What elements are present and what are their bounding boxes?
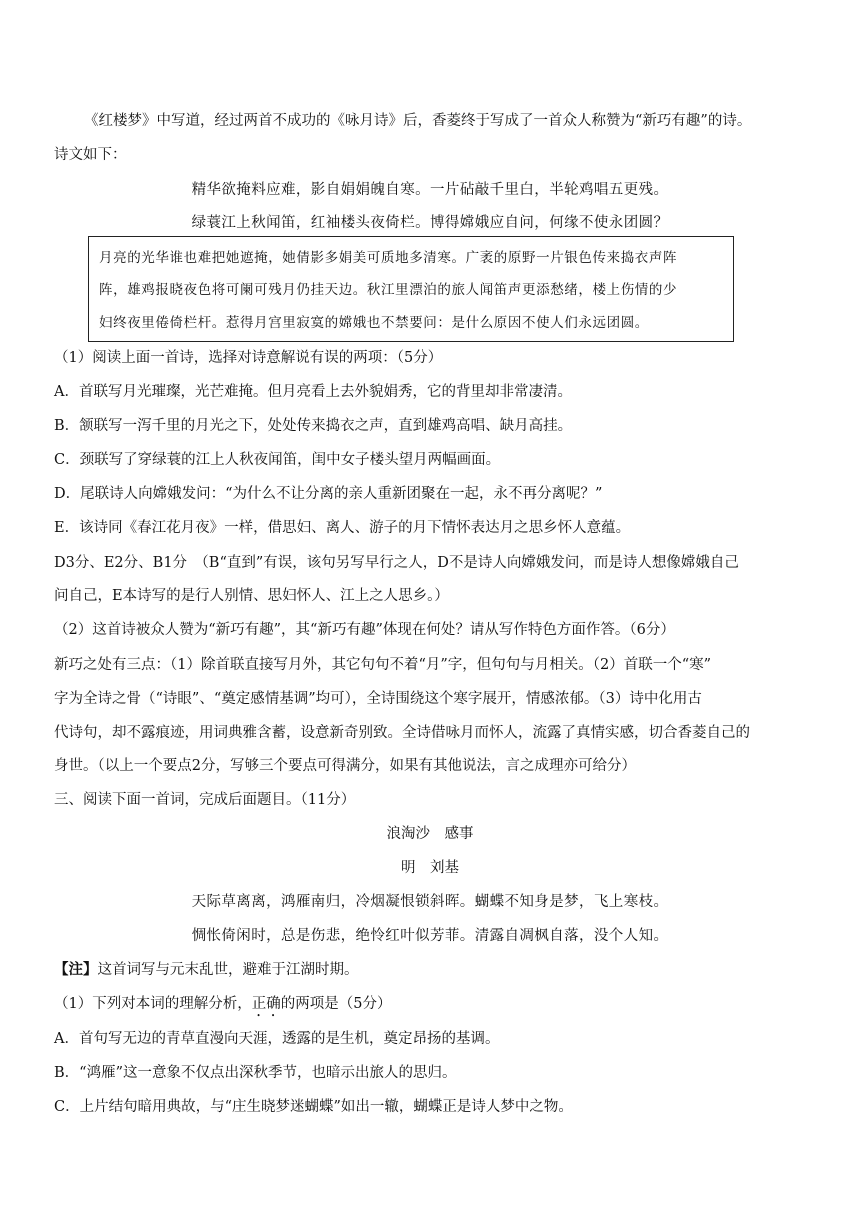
q1-option-b: B．颔联写一泻千里的月光之下，处处传来捣衣之声，直到雄鸡高唱、缺月高挂。	[54, 418, 573, 434]
section3-q1-prefix: （1）下列对本词的理解分析，	[54, 996, 252, 1012]
section3-option-b: B．“鸿雁”这一意象不仅点出深秋季节，也暗示出旅人的思归。	[54, 1065, 457, 1081]
q2-answer-line-4: 身世。（以上一个要点2分，写够三个要点可得满分，如果有其他说法，言之成理亦可给分）	[54, 758, 636, 774]
q2-prompt: （2）这首诗被众人赞为“新巧有趣”，其“新巧有趣”体现在何处？请从写作特色方面作答。（6分）	[54, 622, 675, 638]
translation-line-3: 妇终夜里倦倚栏杆。惹得月宫里寂寞的嫦娥也不禁要问：是什么原因不使人们永远团圆。	[99, 315, 649, 331]
section3-q1-emphasis: 正确	[251, 996, 281, 1012]
section3-q1-prompt	[54, 994, 814, 1020]
intro-line-1: 《红楼梦》中写道，经过两首不成功的《咏月诗》后，香菱终于写成了一首众人称赞为“新巧有趣”的诗。	[84, 113, 752, 129]
poem-line-1: 精华欲掩料应难，影自娟娟魄自寒。一片砧敲千里白，半轮鸡唱五更残。	[191, 182, 669, 198]
poem-line-2: 绿蓑江上秋闻笛，红袖楼头夜倚栏。博得嫦娥应自问，何缘不使永团圆？	[191, 215, 669, 231]
q2-answer-line-3: 代诗句，却不露痕迹，用词典雅含蓄，设意新奇别致。全诗借咏月而怀人，流露了真情实感，切合香菱自己的	[54, 725, 750, 741]
note-label: 【注】	[54, 961, 98, 978]
q1-option-d: D．尾联诗人向嫦娥发问：“为什么不让分离的亲人重新团聚在一起，永不再分离呢？”	[54, 486, 603, 502]
q1-option-c: C．颈联写了穿绿蓑的江上人秋夜闻笛，闺中女子楼头望月两幅画面。	[54, 452, 501, 468]
translation-line-2: 阵，雄鸡报晓夜色将可阑可残月仍挂天边。秋江里漂泊的旅人闻笛声更添愁绪，楼上伤情的少	[99, 282, 678, 298]
section3-option-c: C．上片结句暗用典故，与“庄生晓梦迷蝴蝶”如出一辙，蝴蝶正是诗人梦中之物。	[54, 1099, 573, 1115]
section3-option-a: A．首句写无边的青草直漫向天涯，透露的是生机，奠定昂扬的基调。	[54, 1031, 500, 1047]
translation-box	[88, 236, 734, 342]
q2-answer-line-1: 新巧之处有三点：（1）除首联直接写月外，其它句句不着“月”字，但句句与月相关。（2）首联一个“寒”	[54, 657, 712, 673]
intro-line-2: 诗文如下：	[54, 147, 127, 163]
q1-option-e: E．该诗同《春江花月夜》一样，借思妇、离人、游子的月下情怀表达月之思乡怀人意蕴。	[54, 520, 631, 536]
ci-title: 浪淘沙 感事	[386, 826, 474, 842]
q1-prompt: （1）阅读上面一首诗，选择对诗意解说有误的两项：（5分）	[54, 350, 443, 366]
ci-line-1: 天际草离离，鸿雁南归，冷烟凝恨锁斜晖。蝴蝶不知身是梦，飞上寒枝。	[191, 894, 669, 910]
note	[54, 960, 814, 980]
q1-option-a: A．首联写月光璀璨，光芒难掩。但月亮看上去外貌娟秀，它的背里却非常凄清。	[54, 384, 572, 400]
section3-heading: 三、阅读下面一首词，完成后面题目。（11分）	[54, 792, 356, 808]
section3-q1-suffix: 的两项是（5分）	[280, 996, 392, 1012]
q2-answer-line-2: 字为全诗之骨（“诗眼”、“奠定感情基调”均可），全诗围绕这个寒字展开，情感浓郁。（3）诗中化用古	[54, 691, 702, 707]
q1-answer-line-1: D3分、E2分、B1分 （B“直到”有误，该句另写早行之人，D不是诗人向嫦娥发问，而是诗人想像嫦娥自己	[54, 555, 739, 571]
note-text: 这首词写与元末乱世，避难于江湖时期。	[97, 962, 359, 978]
ci-line-2: 惆怅倚闲时，总是伤悲，绝怜红叶似芳菲。清露自凋枫自落，没个人知。	[191, 928, 669, 944]
translation-line-1: 月亮的光华谁也难把她遮掩，她倩影多娟美可质地多清寒。广袤的原野一片银色传来捣衣声阵	[99, 250, 678, 266]
q1-answer-line-2: 问自己，E本诗写的是行人别情、思妇怀人、江上之人思乡。）	[54, 588, 449, 604]
ci-author: 明 刘基	[401, 860, 459, 876]
